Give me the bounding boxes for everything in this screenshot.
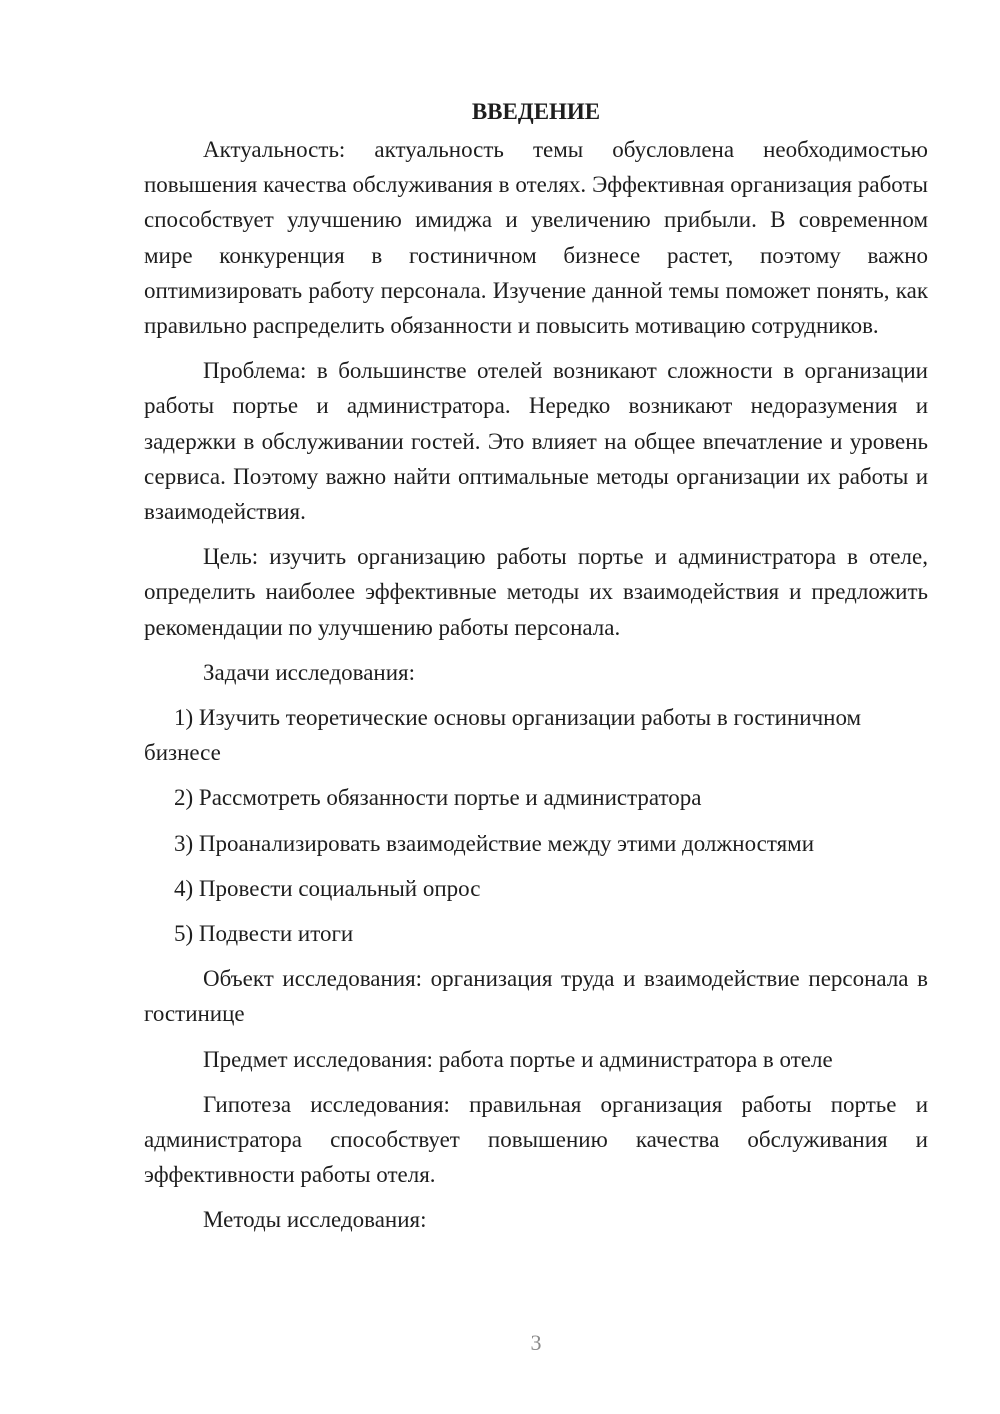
- paragraph-hypothesis: Гипотеза исследования: правильная организация работы портье и администратора способствует повышению качества обслуживания и эффективности работы отеля.: [144, 1091, 928, 1188]
- paragraph-goal: Цель: изучить организацию работы портье и администратора в отеле, определить наиболее эффективные методы их взаимодействия и предложить рекомендации по улучшению работы персонала.: [144, 544, 928, 640]
- task-item-4: 4) Провести социальный опрос: [174, 875, 481, 901]
- task-item-1: 1) Изучить теоретические основы организации работы в гостиничном бизнесе: [144, 705, 862, 766]
- paragraph-problem: Проблема: в большинстве отелей возникают сложности в организации работы портье и администратора. Нередко возникают недоразумения и задержки в обслуживании гостей. Это влияет на общее впечатление и уровень сервиса. Поэтому важно найти оптимальные методы организации их работы и взаимодействия.: [144, 358, 928, 525]
- paragraph-relevance: Актуальность: актуальность темы обусловлена необходимостью повышения качества обслуживания в отелях. Эффективная организация работы способствует улучшению имиджа и увеличению прибыли. В современном мире конкуренция в гостиничном бизнесе растет, поэтому важно оптимизировать работу персонала. Изучение данной темы поможет понять, как правильно распределить обязанности и повысить мотивацию сотрудников.: [144, 137, 928, 339]
- tasks-heading: Задачи исследования:: [203, 659, 416, 685]
- section-title: ВВЕДЕНИЕ: [471, 99, 601, 124]
- document-page: [144, 94, 928, 1248]
- paragraph-object: Объект исследования: организация труда и взаимодействие персонала в гостинице: [144, 966, 928, 1027]
- page-number: 3: [530, 1330, 542, 1355]
- paragraph-subject: Предмет исследования: работа портье и администратора в отеле: [203, 1046, 833, 1072]
- task-item-5: 5) Подвести итоги: [174, 921, 354, 947]
- methods-heading: Методы исследования:: [203, 1207, 427, 1233]
- tasks-list: [144, 700, 928, 951]
- task-item-2: 2) Рассмотреть обязанности портье и администратора: [174, 785, 702, 811]
- task-item-3: 3) Проанализировать взаимодействие между этими должностями: [174, 830, 815, 856]
